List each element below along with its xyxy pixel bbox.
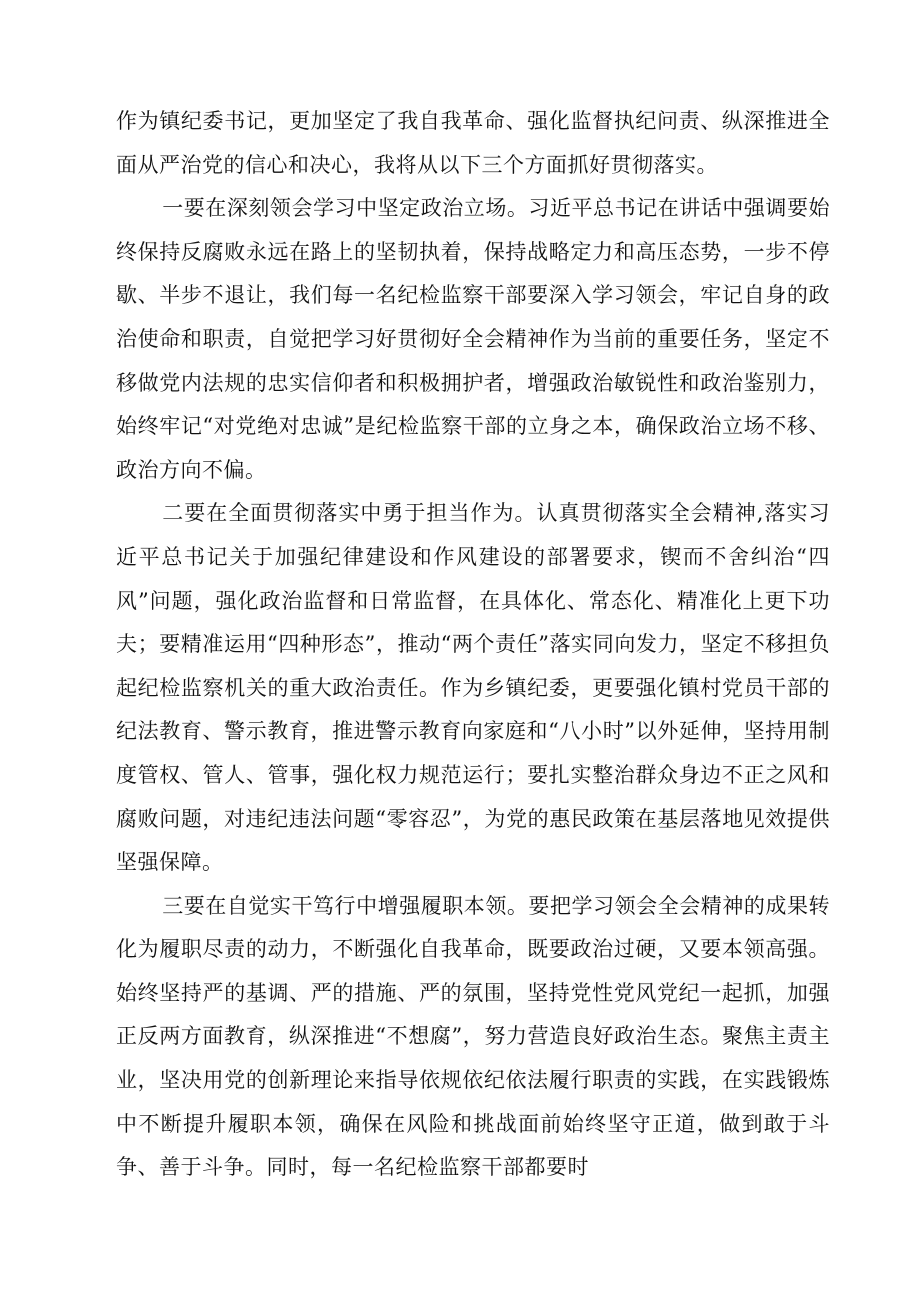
paragraph-political-stance: 一要在深刻领会学习中坚定政治立场。习近平总书记在讲话中强调要始终保持反腐败永远在路上的坚韧执着，保持战略定力和高压态势，一步不停歇、半步不退让，我们每一名纪检监察干部要深入学习领会，牢记自身的政治使命和职责，自觉把学习好贯彻好全会精神作为当前的重要任务，坚定不移做党内法规的忠实信仰者和积极拥护者，增强政治敏锐性和政治鉴别力，始终牢记“对党绝对忠诚”是纪检监察干部的立身之本，确保政治立场不移、政治方向不偏。 (116, 196, 830, 482)
paragraph-continued: 作为镇纪委书记，更加坚定了我自我革命、强化监督执纪问责、纵深推进全面从严治党的信心和决心，我将从以下三个方面抓好贯彻落实。 (116, 109, 830, 177)
paragraph-capability: 三要在自觉实干笃行中增强履职本领。要把学习领会全会精神的成果转化为履职尽责的动力，不断强化自我革命，既要政治过硬，又要本领高强。始终坚持严的基调、严的措施、严的氛围，坚持党性党风党纪一起抓，加强正反两方面教育，纵深推进“不想腐”，努力营造良好政治生态。聚焦主责主业，坚决用党的创新理论来指导依规依纪依法履行职责的实践，在实践锻炼中不断提升履职本领，确保在风险和挑战面前始终坚守正道，做到敢于斗争、善于斗争。同时，每一名纪检监察干部都要时 (116, 893, 830, 1180)
document-body (116, 100, 830, 1190)
paragraph-responsibility: 二要在全面贯彻落实中勇于担当作为。认真贯彻落实全会精神,落实习近平总书记关于加强纪律建设和作风建设的部署要求，锲而不舍纠治“四风”问题，强化政治监督和日常监督，在具体化、常态化、精准化上更下功夫；要精准运用“四种形态”，推动“两个责任”落实同向发力，坚定不移担负起纪检监察机关的重大政治责任。作为乡镇纪委，更要强化镇村党员干部的纪法教育、警示教育，推进警示教育向家庭和“八小时”以外延伸，坚持用制度管权、管人、管事，强化权力规范运行；要扎实整治群众身边不正之风和腐败问题，对违纪违法问题“零容忍”，为党的惠民政策在基层落地见效提供坚强保障。 (116, 501, 830, 875)
